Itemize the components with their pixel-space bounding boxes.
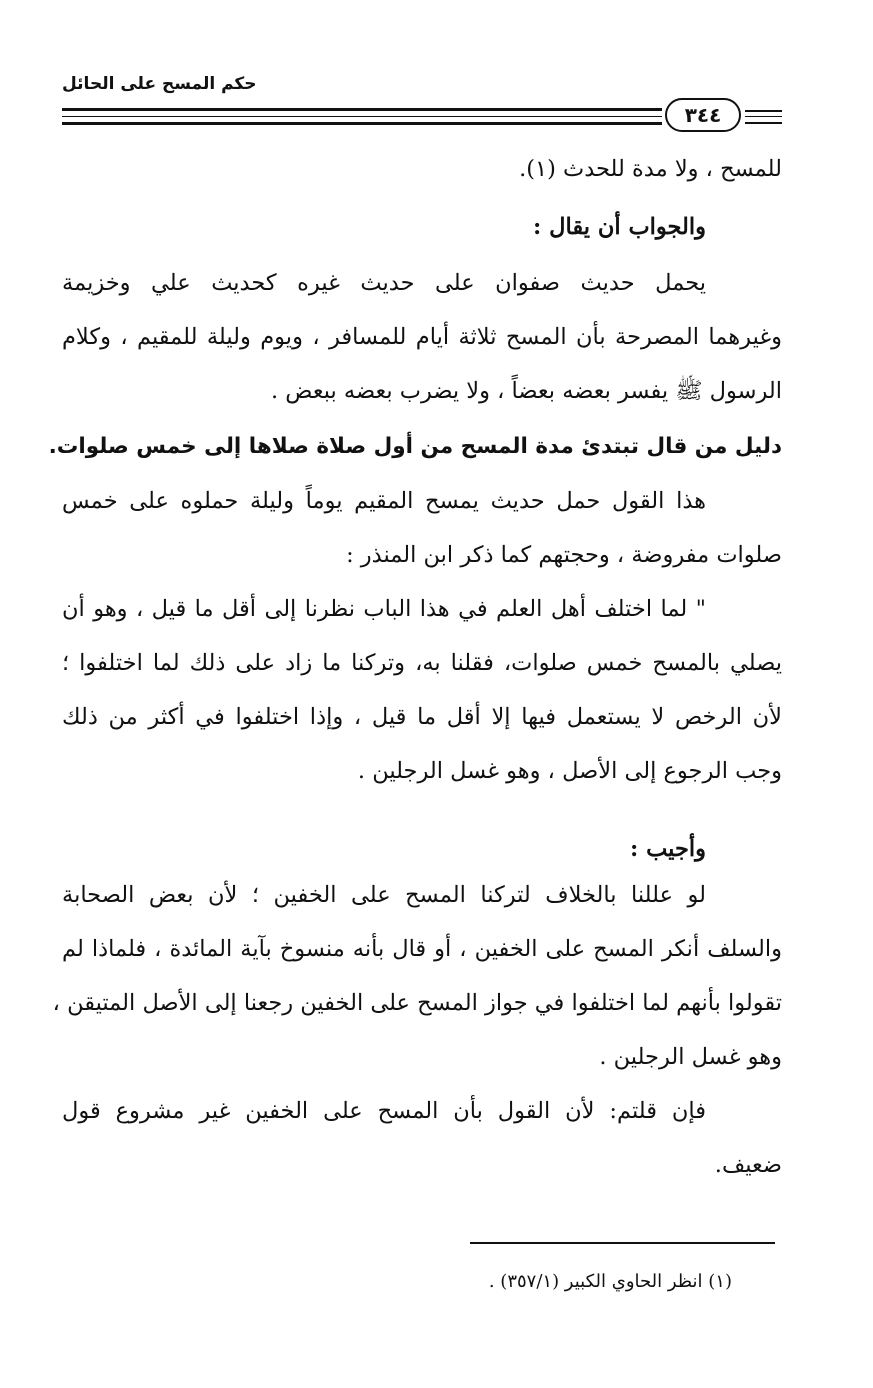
footnote-divider <box>470 1242 775 1244</box>
reply-heading: وأجيب : <box>629 836 706 862</box>
quote-line-2: يصلي بالمسح خمس صلوات، فقلنا به، وتركنا ما زاد على ذلك لما اختلفوا ؛ <box>62 650 782 676</box>
text-line-3: يحمل حديث صفوان على حديث غيره كحديث علي وخزيمة <box>62 270 706 296</box>
text-line-7: هذا القول حمل حديث يمسح المقيم يوماً وليلة حملوه على خمس <box>62 488 706 514</box>
answer-heading: والجواب أن يقال : <box>533 214 706 240</box>
text-line-15: والسلف أنكر المسح على الخفين ، أو قال بأنه منسوخ بآية المائدة ، فلماذا لم <box>62 936 782 962</box>
header-rule-right-top <box>745 110 782 112</box>
quote-line-3: لأن الرخص لا يستعمل فيها إلا أقل ما قيل ، وإذا اختلفوا في أكثر من ذلك <box>62 704 782 730</box>
header-rule-top <box>62 108 662 111</box>
header-rule-bottom <box>62 122 662 125</box>
page-header <box>62 72 782 132</box>
text-line-4: وغيرهما المصرحة بأن المسح ثلاثة أيام للمسافر ، ويوم وليلة للمقيم ، وكلام <box>62 324 782 350</box>
text-line-16: تقولوا بأنهم لما اختلفوا في جواز المسح على الخفين رجعنا إلى الأصل المتيقن ، <box>52 990 782 1016</box>
header-rule-middle <box>62 116 662 117</box>
page-number: ٣٤٤ <box>665 98 741 132</box>
footnote: (١) انظر الحاوي الكبير (٣٥٧/١) . <box>488 1271 732 1292</box>
header-rule-right-bottom <box>745 122 782 124</box>
text-line-19: ضعيف. <box>714 1152 782 1178</box>
quote-line-4: وجب الرجوع إلى الأصل ، وهو غسل الرجلين . <box>357 758 782 784</box>
text-line-17: وهو غسل الرجلين . <box>599 1044 782 1070</box>
text-line-1: للمسح ، ولا مدة للحدث (١). <box>519 156 782 182</box>
running-title: حكم المسح على الحائل <box>62 74 257 94</box>
text-line-5: الرسول ﷺ يفسر بعضه بعضاً ، ولا يضرب بعضه ببعض . <box>271 378 782 404</box>
text-line-14: لو عللنا بالخلاف لتركنا المسح على الخفين ؛ لأن بعض الصحابة <box>62 882 706 908</box>
quote-line-1: " لما اختلف أهل العلم في هذا الباب نظرنا إلى أقل ما قيل ، وهو أن <box>62 596 706 622</box>
section-heading: دليل من قال تبتدئ مدة المسح من أول صلاة صلاها إلى خمس صلوات. <box>48 434 782 459</box>
header-rule-right-middle <box>745 116 782 117</box>
text-line-18: فإن قلتم: لأن القول بأن المسح على الخفين غير مشروع قول <box>62 1098 706 1124</box>
text-line-8: صلوات مفروضة ، وحجتهم كما ذكر ابن المنذر : <box>346 542 782 568</box>
